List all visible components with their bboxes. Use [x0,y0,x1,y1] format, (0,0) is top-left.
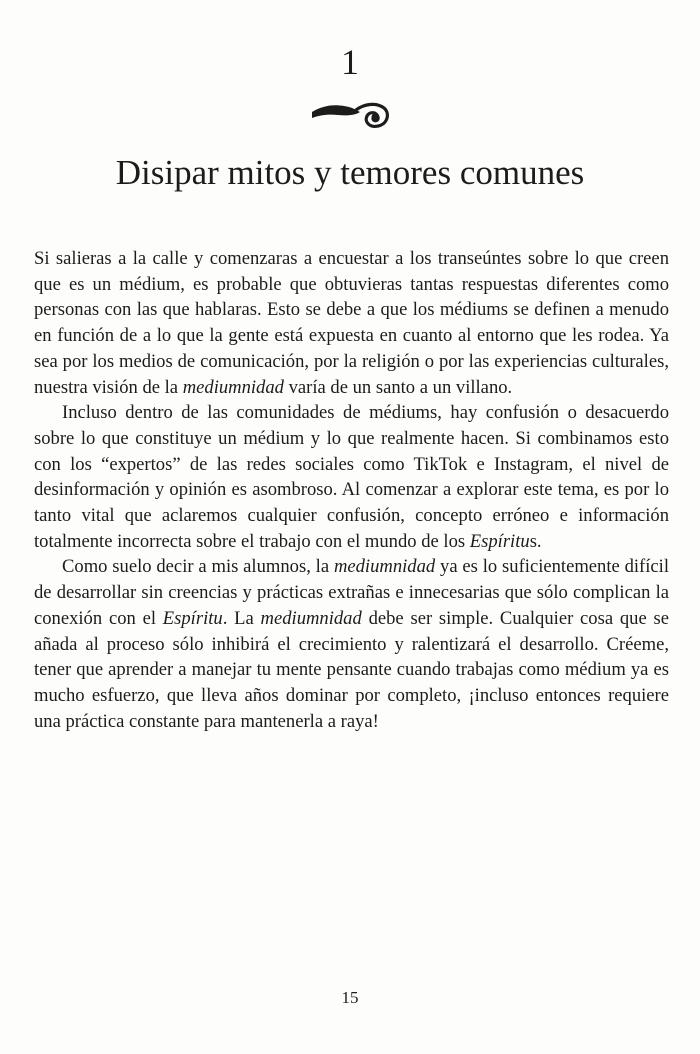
paragraph [34,246,669,400]
text-run: Incluso dentro de las comunidades de médiums, hay confusión o desacuerdo sobre lo que constituye un médium y lo que realmente hacen. Si combinamos esto con los “expertos” de las redes sociales como TikTok e Instagram, el nivel de desinformación y opinión es asombroso. Al comenzar a explorar este tema, es por lo tanto vital que aclaremos cualquier confusión, concepto erróneo e información totalmente incorrecta sobre el trabajo con el mundo de los [34,402,669,552]
italic-term: mediumnidad [182,376,284,398]
italic-term: Espíritu [469,530,530,552]
fleuron-scroll-icon [310,98,392,134]
paragraph [34,554,669,734]
text-run: Como suelo decir a mis alumnos, la [62,556,334,578]
italic-term: mediumnidad [333,556,436,578]
chapter-number: 1 [341,42,359,82]
page-number: 15 [341,988,359,1007]
body-text [34,246,669,734]
text-run: s. [529,530,542,552]
paragraph [34,400,669,554]
text-run: varía de un santo a un villano. [283,376,513,398]
text-run: Si salieras a la calle y comenzaras a encuestar a los transeúntes sobre lo que creen que es un médium, es probable que obtuvieras tantas respuestas diferentes como personas con las que hablaras. Esto se debe a que los médiums se definen a menudo en función de a lo que la gente está expuesta en cuanto al entorno que les rodea. Ya sea por los medios de comunicación, por la religión o por las experiencias culturales, nuestra visión de la [34,248,669,398]
text-run: ya es lo suficientemente difícil de desarrollar sin creencias y prácticas extrañas e innecesarias que sólo complican la conexión con el [34,556,670,629]
italic-term: mediumnidad [260,607,362,629]
italic-term: Espíritu [162,607,223,629]
text-run: debe ser simple. Cualquier cosa que se añada al proceso sólo inhibirá el crecimiento y ralentizará el desarrollo. Créeme, tener que aprender a manejar tu mente pensante cuando trabajas como médium ya es mucho esfuerzo, que lleva años dominar por completo, ¡incluso entonces requiere una práctica constante para mantenerla a raya! [34,607,669,732]
chapter-title: Disipar mitos y temores comunes [115,153,585,192]
text-run: . La [222,607,261,629]
